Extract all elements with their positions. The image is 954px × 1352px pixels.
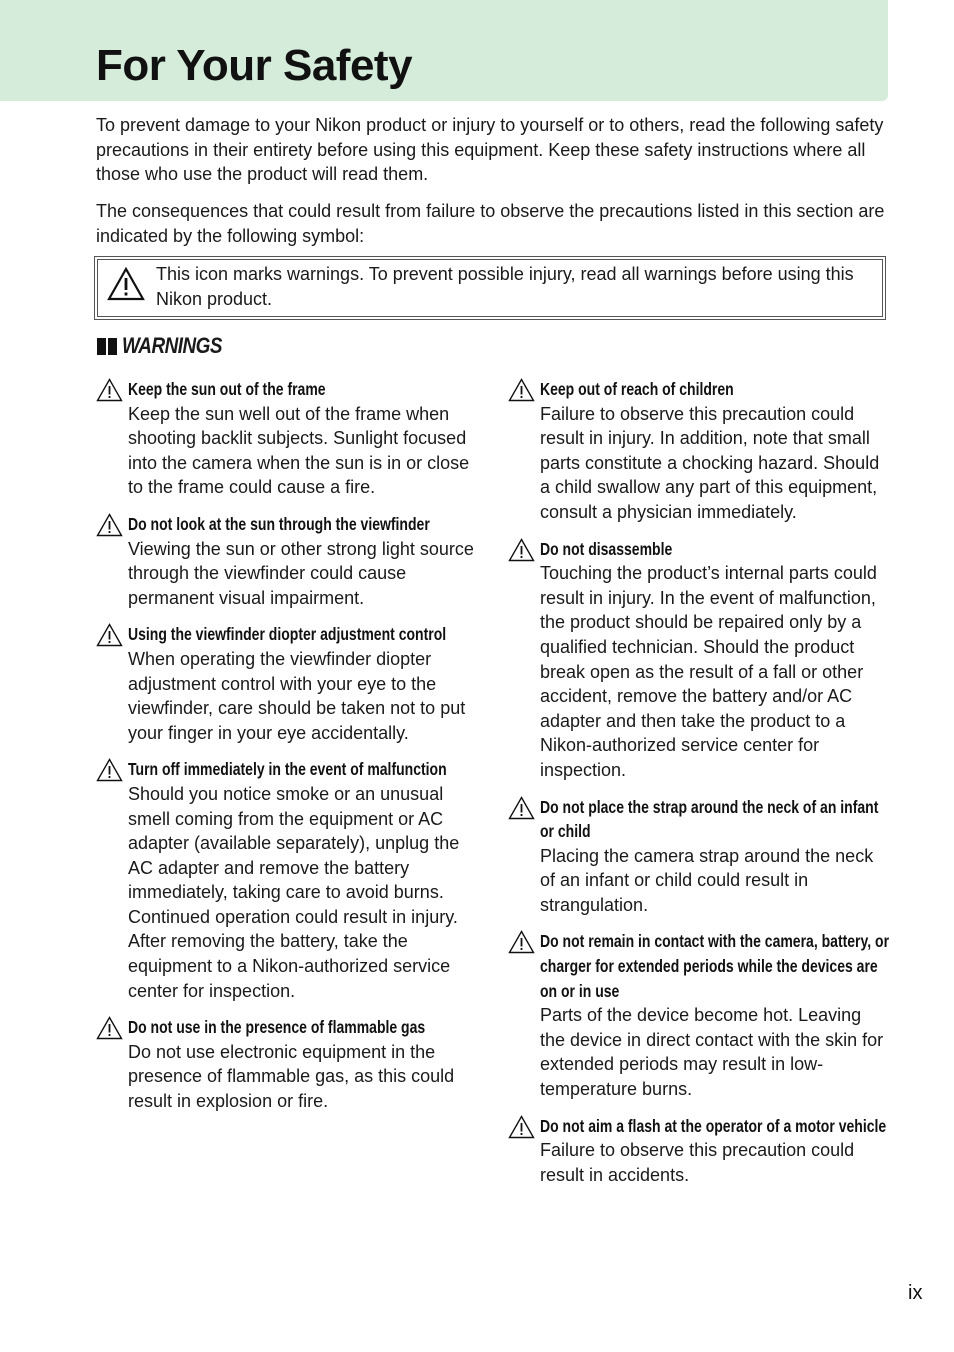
warning-item-title: Do not aim a flash at the operator of a motor vehicle [540, 1115, 887, 1136]
warnings-heading [97, 331, 238, 361]
warning-triangle-icon [508, 538, 535, 562]
page-number: ix [908, 1282, 923, 1304]
warning-item [96, 622, 480, 745]
warning-item-title: Do not place the strap around the neck of an infant or child [540, 796, 879, 842]
warning-item-body: Touching the product’s internal parts could result in injury. In the event of malfunction, the product should be repaired only by a qualified technician. Should the product break open as the result of a fall or other accident, remove the battery and/or AC adapter and then take the product to a Nikon-authorized service center for inspection. [540, 563, 877, 780]
warning-item-title: Turn off immediately in the event of malfunction [128, 759, 447, 780]
warning-triangle-icon [508, 1115, 535, 1139]
warning-triangle-icon [96, 1016, 123, 1040]
warning-triangle-icon [96, 623, 123, 647]
warning-item-body: Do not use electronic equipment in the presence of flammable gas, as this could result in explosion or fire. [128, 1041, 455, 1112]
warning-item [96, 757, 480, 1003]
warning-triangle-icon [96, 513, 123, 537]
warning-symbol-notice [97, 259, 883, 317]
warning-triangle-icon [96, 758, 123, 782]
warnings-column-right [508, 377, 890, 1199]
warning-item [96, 377, 480, 500]
warning-item-body: Viewing the sun or other strong light source through the viewfinder could cause permanent visual impairment. [128, 538, 474, 608]
warning-item-body: Keep the sun well out of the frame when shooting backlit subjects. Sunlight focused into the camera when the sun is in or close to the frame could cause a fire. [128, 403, 470, 498]
warning-triangle-icon [96, 378, 123, 402]
heading-marker [108, 338, 117, 355]
intro-paragraph-1: To prevent damage to your Nikon product or injury to yourself or to others, read the following safety precautions in their entirety before using this equipment. Keep these safety instructions where all those who use the product will read them. [96, 115, 884, 185]
warning-item-title: Do not disassemble [540, 538, 673, 559]
warning-item [508, 795, 890, 918]
warnings-column-left [96, 377, 480, 1126]
warning-item-body: Failure to observe this precaution could result in accidents. [540, 1140, 855, 1185]
warning-item-title: Do not look at the sun through the viewfinder [128, 513, 430, 534]
warning-item-body: Placing the camera strap around the neck of an infant or child could result in strangulation. [540, 845, 874, 915]
warning-item-body: When operating the viewfinder diopter adjustment control with your eye to the viewfinder, care should be taken not to put your finger in your eye accidentally. [128, 648, 466, 743]
warnings-heading-label: WARNINGS [122, 333, 222, 358]
warning-item [96, 512, 480, 610]
warning-item-title: Keep out of reach of children [540, 379, 734, 399]
warning-triangle-icon [508, 930, 535, 954]
intro-paragraph-2: The consequences that could result from failure to observe the precautions listed in this section are indicated by the following symbol: [96, 201, 885, 246]
notice-text: This icon marks warnings. To prevent possible injury, read all warnings before using this Nikon product. [156, 264, 854, 309]
warning-item [508, 377, 890, 525]
warning-triangle-icon [508, 796, 535, 820]
warning-item-title: Do not use in the presence of flammable gas [128, 1017, 426, 1038]
page-title: For Your Safety [96, 41, 413, 90]
warning-item-body: Should you notice smoke or an unusual smell coming from the equipment or AC adapter (available separately), unplug the AC adapter and remove the battery immediately, taking care to avoid burns. Continued operation could result in injury. After removing the battery, take the equipment to a Nikon-authorized service center for inspection. [128, 783, 460, 1001]
warning-item-title: Keep the sun out of the frame [128, 379, 326, 399]
warning-item-title: Do not remain in contact with the camera, battery, or charger for extended periods while the devices are on or in use [540, 931, 890, 1001]
warning-item-body: Parts of the device become hot. Leaving the device in direct contact with the skin for extended periods may result in low-temperature burns. [540, 1005, 884, 1100]
warning-triangle-icon [107, 267, 145, 301]
warning-triangle-icon [508, 378, 535, 402]
warning-item [96, 1015, 480, 1113]
warning-item [508, 929, 890, 1101]
warning-item [508, 537, 890, 783]
warning-item-body: Failure to observe this precaution could result in injury. In addition, note that small parts constitute a chocking hazard. Should a child swallow any part of this equipment, consult a physician immediately. [540, 403, 880, 522]
warning-item-title: Using the viewfinder diopter adjustment control [128, 624, 447, 645]
heading-marker [97, 338, 106, 355]
warning-item [508, 1114, 890, 1188]
